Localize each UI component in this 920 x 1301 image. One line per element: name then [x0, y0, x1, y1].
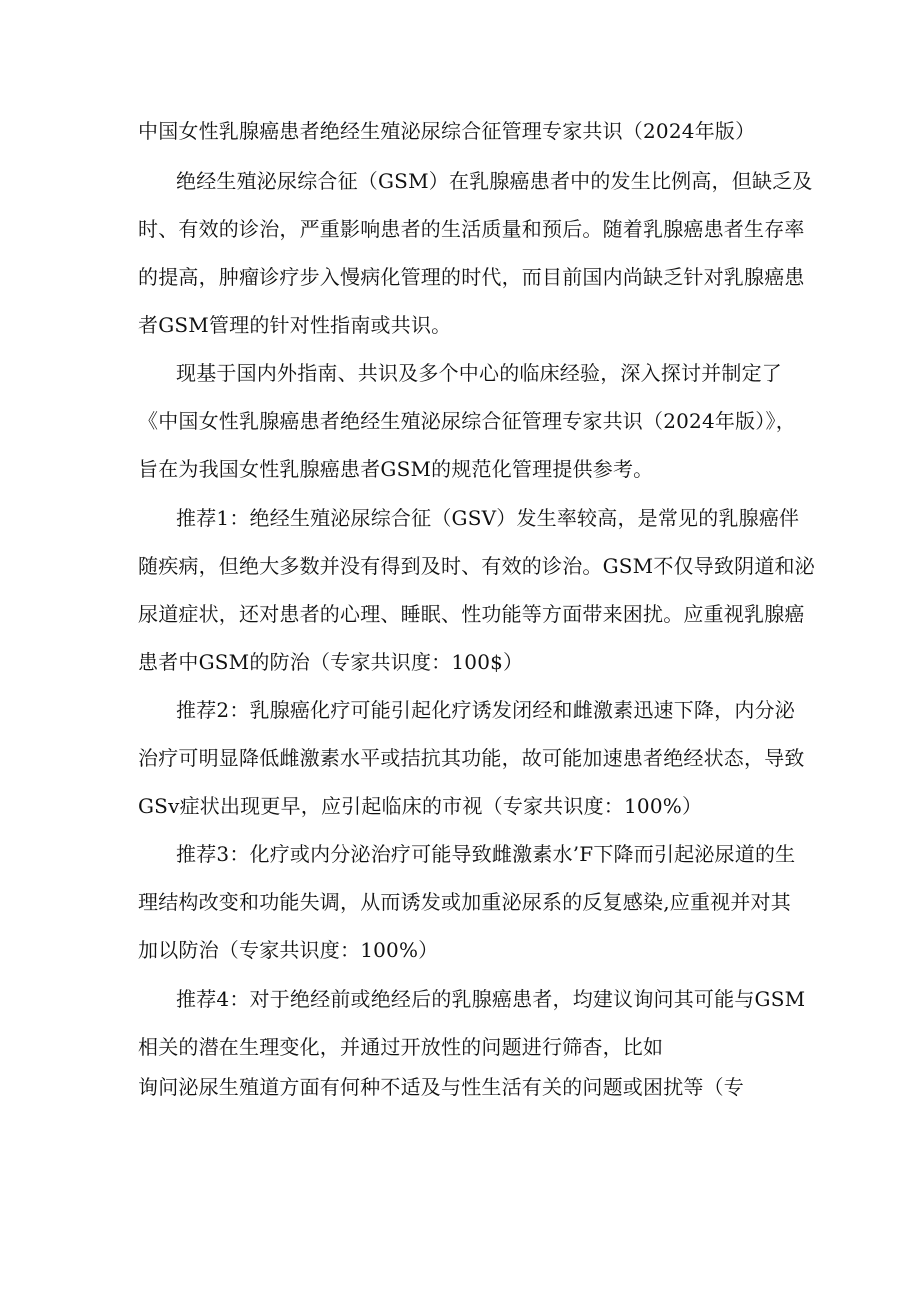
paragraph-line: 旨在为我国女性乳腺癌患者GSM的规范化管理提供参考。 — [138, 457, 654, 481]
paragraph-line: 绝经生殖泌尿综合征（GSM）在乳腺癌患者中的发生比例高，但缺乏及 — [176, 169, 813, 193]
recommendation-4-line: 询问泌尿生殖道方面有何种不适及与性生活有关的问题或困扰等（专 — [138, 1075, 744, 1099]
recommendation-3-line: 加以防治（专家共识度：100%） — [138, 938, 439, 962]
paragraph-line: 现基于国内外指南、共识及多个中心的临床经验，深入探讨并制定了 — [176, 361, 782, 385]
recommendation-2-line: 治疗可明显降低雌激素水平或拮抗其功能，故可能加速患者绝经状态，导致 — [138, 746, 805, 770]
recommendation-1-line: 随疾病，但绝大多数并没有得到及时、有效的诊治。GSM不仅导致阴道和泌 — [138, 554, 815, 578]
recommendation-2-line: 推荐2：乳腺癌化疗可能引起化疗诱发闭经和雌激素迅速下降，内分泌 — [176, 698, 795, 722]
recommendation-1-line: 推荐1：绝经生殖泌尿综合征（GSV）发生率较高，是常见的乳腺癌伴 — [176, 506, 800, 530]
paragraph-line: 《中国女性乳腺癌患者绝经生殖泌尿综合征管理专家共识（2024年版）》， — [138, 409, 796, 433]
recommendation-1-line: 尿道症状，还对患者的心理、睡眠、性功能等方面带来困扰。应重视乳腺癌 — [138, 602, 805, 626]
recommendation-3-line: 推荐3：化疗或内分泌治疗可能导致雌激素水’F下降而引起泌尿道的生 — [176, 842, 796, 866]
recommendation-4-line: 相关的潜在生理变化，并通过开放性的问题进行筛杳，比如 — [138, 1035, 664, 1059]
recommendation-4-line: 推荐4：对于绝经前或绝经后的乳腺癌患者，均建议询问其可能与GSM — [176, 987, 806, 1011]
recommendation-3-line: 理结构改变和功能失调，从而诱发或加重泌尿系的反复感染,应重视并对其 — [138, 890, 791, 914]
recommendation-2-line: GSv症状出现更早，应引起临床的市视（专家共识度：100%） — [138, 794, 703, 818]
paragraph-line: 的提高，肿瘤诊疗步入慢病化管理的时代，而目前国内尚缺乏针对乳腺癌患 — [138, 265, 805, 289]
paragraph-line: 者GSM管理的针对性指南或共识。 — [138, 313, 452, 337]
recommendation-1-line: 患者中GSM的防治（专家共识度：100$） — [138, 650, 524, 674]
paragraph-line: 时、有效的诊治，严重影响患者的生活质量和预后。随着乳腺癌患者生存率 — [138, 217, 805, 241]
document-title: 中国女性乳腺癌患者绝经生殖泌尿综合征管理专家共识（2024年版） — [138, 119, 756, 143]
